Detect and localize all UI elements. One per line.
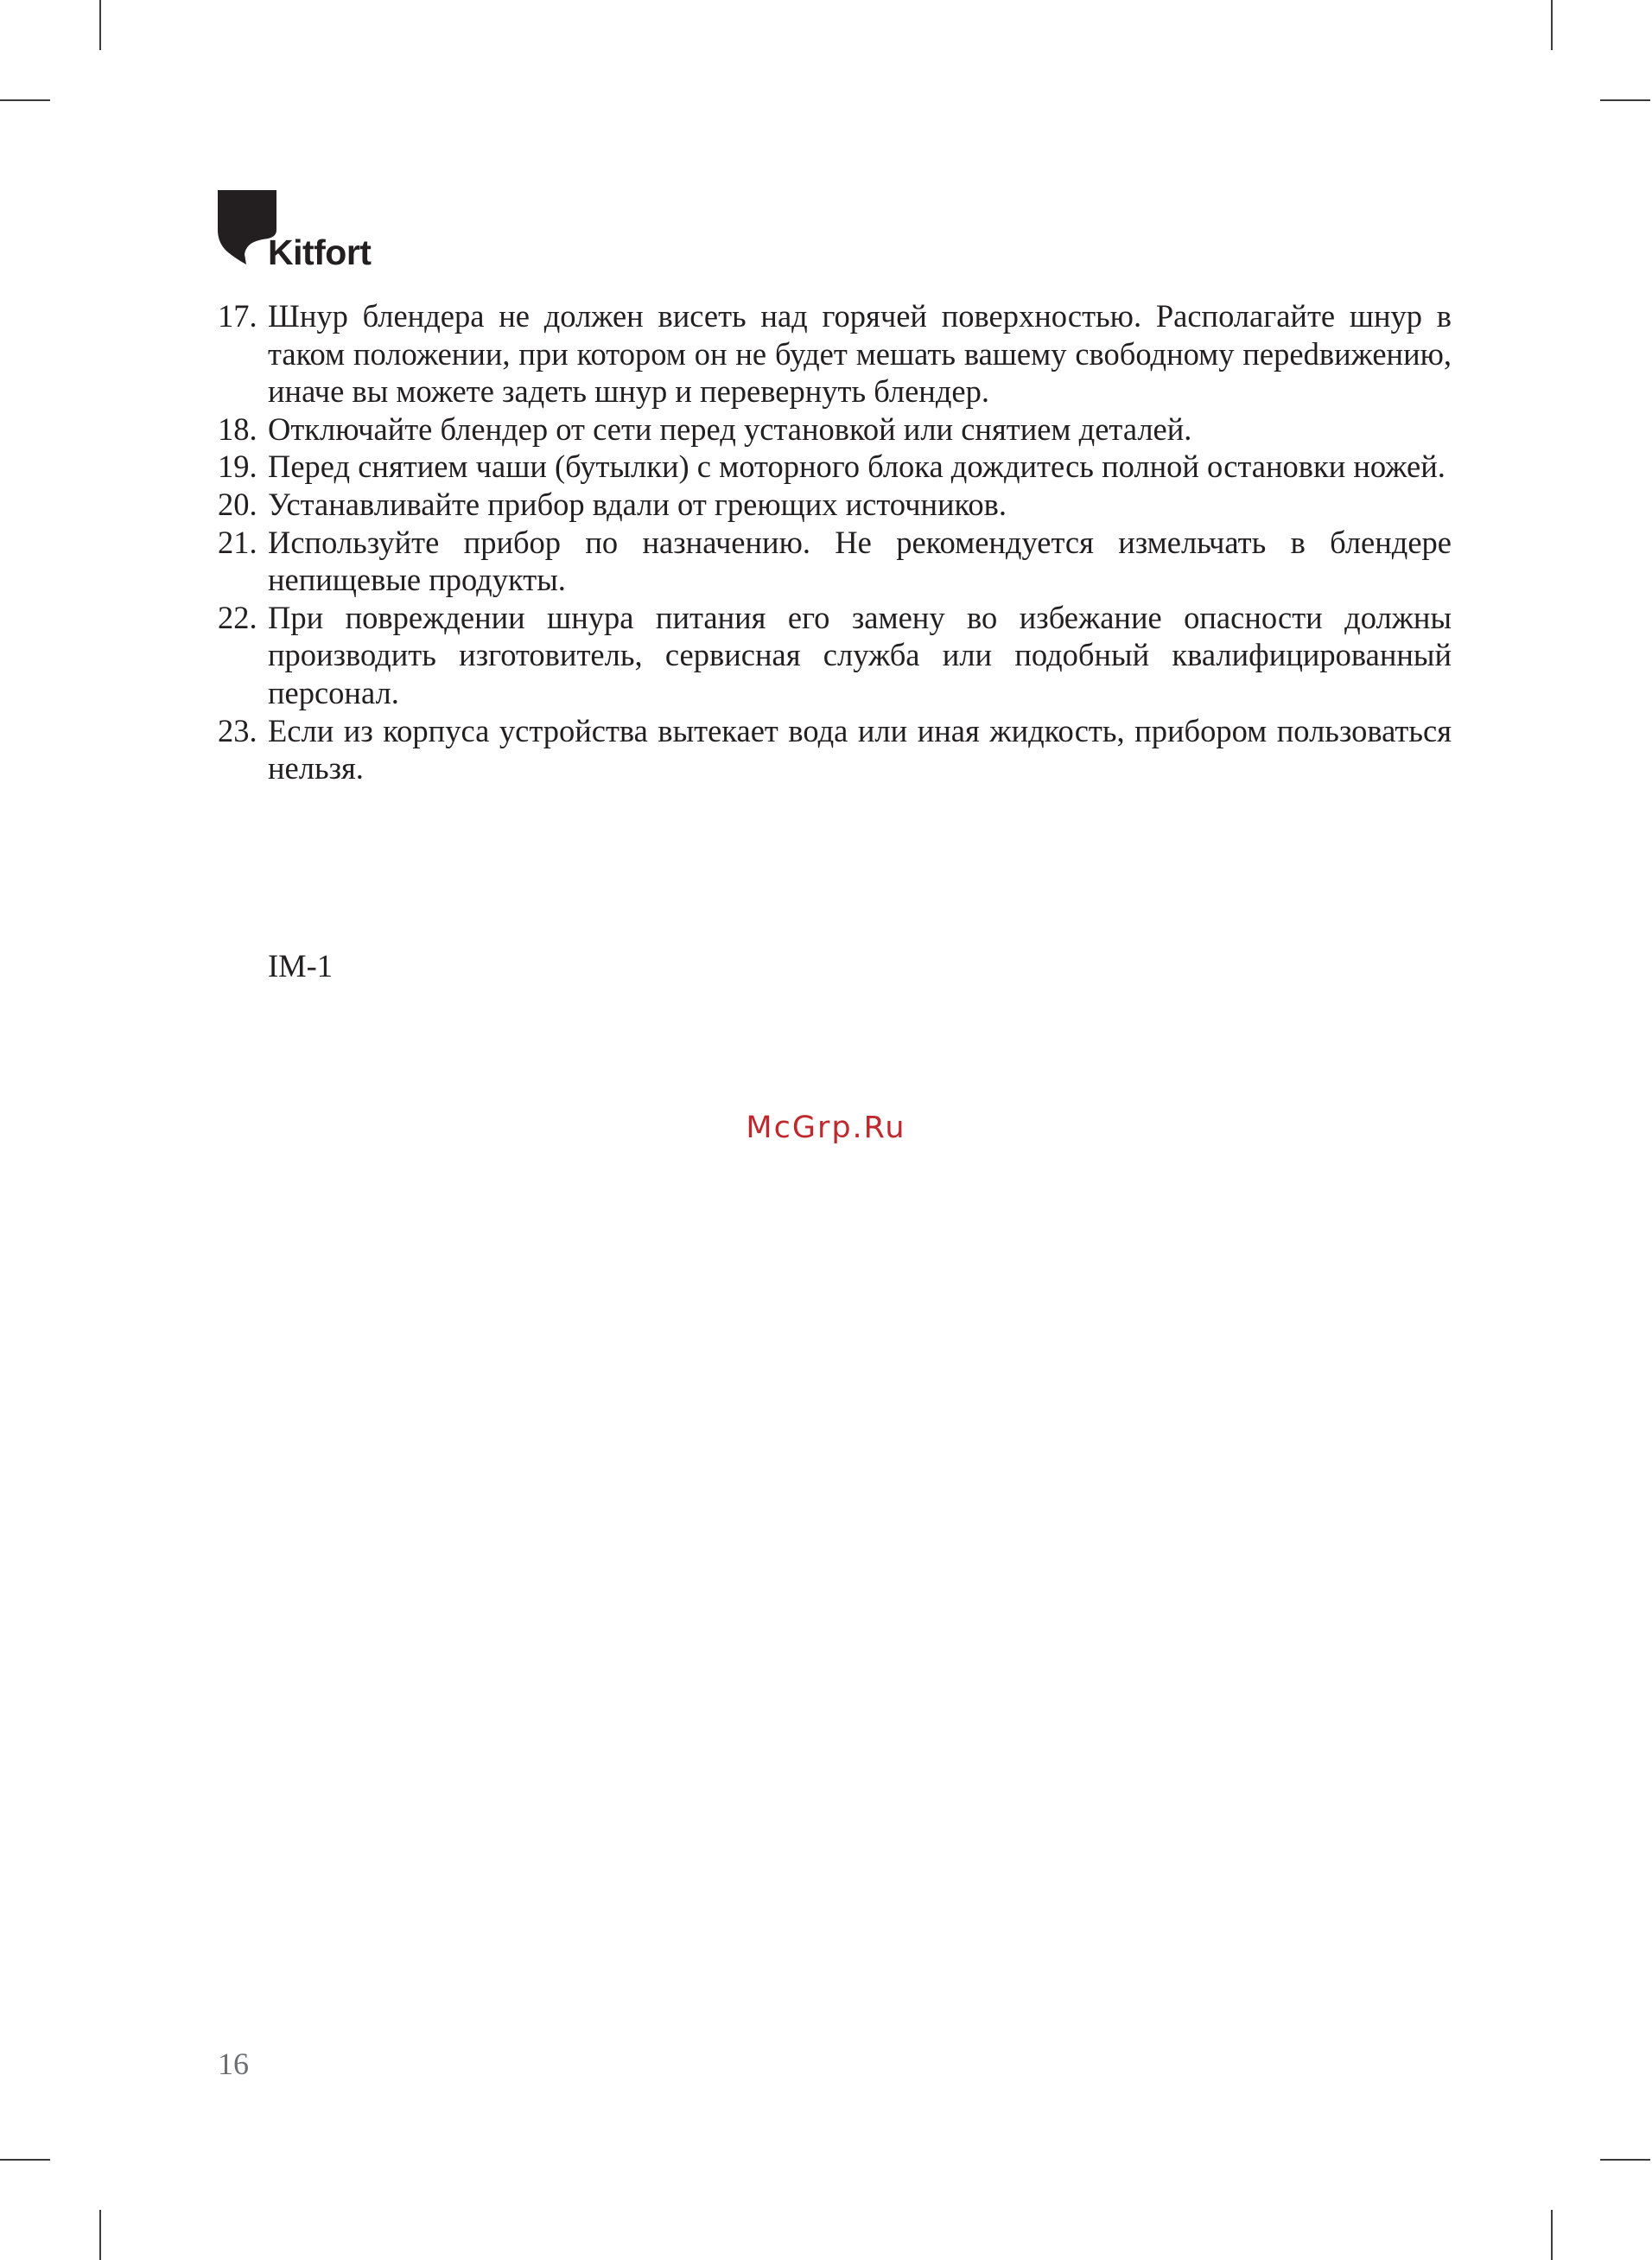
model-code: IM-1: [268, 948, 334, 984]
page-number: 16: [218, 2047, 249, 2081]
crop-mark-top-right: [1551, 0, 1553, 50]
instruction-item: [218, 712, 1452, 787]
instruction-number: 22.: [218, 599, 257, 635]
instruction-number: 18.: [218, 411, 257, 447]
instruction-item: [218, 411, 1452, 449]
crop-mark-bottom-right-h: [1600, 2159, 1650, 2161]
instruction-text: При повреждении шнура питания его замену во избежание опасности должны производить изготовитель, сервисная служба или подобный квалифицированный персонал.: [268, 599, 1452, 710]
instruction-list: [218, 297, 1452, 787]
instruction-item: [218, 599, 1452, 712]
watermark: McGrp.Ru: [746, 1111, 906, 1145]
crop-mark-bottom-left: [99, 2210, 101, 2260]
instruction-text: Отключайте блендер от сети перед установкой или снятием деталей.: [268, 411, 1192, 447]
crop-mark-bottom-left-h: [0, 2159, 50, 2161]
instruction-text: Если из корпуса устройства вытекает вода или иная жидкость, прибором пользоваться нельзя.: [268, 712, 1452, 786]
crop-mark-bottom-right: [1551, 2210, 1553, 2260]
instruction-number: 23.: [218, 712, 257, 748]
instruction-number: 20.: [218, 486, 257, 522]
brand-logo: [218, 190, 391, 272]
instruction-item: [218, 486, 1452, 524]
instruction-number: 19.: [218, 449, 257, 485]
instruction-text: Используйте прибор по назначению. Не рекомендуется измельчать в блендере непищевые продукты.: [268, 524, 1452, 598]
instruction-item: [218, 297, 1452, 411]
instruction-number: 21.: [218, 524, 257, 560]
crop-mark-top-left-h: [0, 99, 50, 101]
instruction-item: [218, 524, 1452, 599]
instruction-text: Шнур блендера не должен висеть над горячей поверхностью. Располагайте шнур в таком положении, при котором он не будет мешать вашему свободному переdвижению, иначе вы можете задеть шнур и перевернуть блендер.: [268, 298, 1452, 410]
instruction-number: 17.: [218, 298, 257, 334]
instruction-item: [218, 448, 1452, 486]
crop-mark-top-left: [99, 0, 101, 50]
instruction-text: Устанавливайте прибор вдали от греющих источников.: [268, 486, 1007, 522]
instruction-text: Перед снятием чаши (бутылки) с моторного блока дождитесь полной остановки ножей.: [268, 449, 1446, 485]
brand-name: Kitfort: [268, 232, 372, 272]
crop-mark-top-right-h: [1600, 99, 1650, 101]
